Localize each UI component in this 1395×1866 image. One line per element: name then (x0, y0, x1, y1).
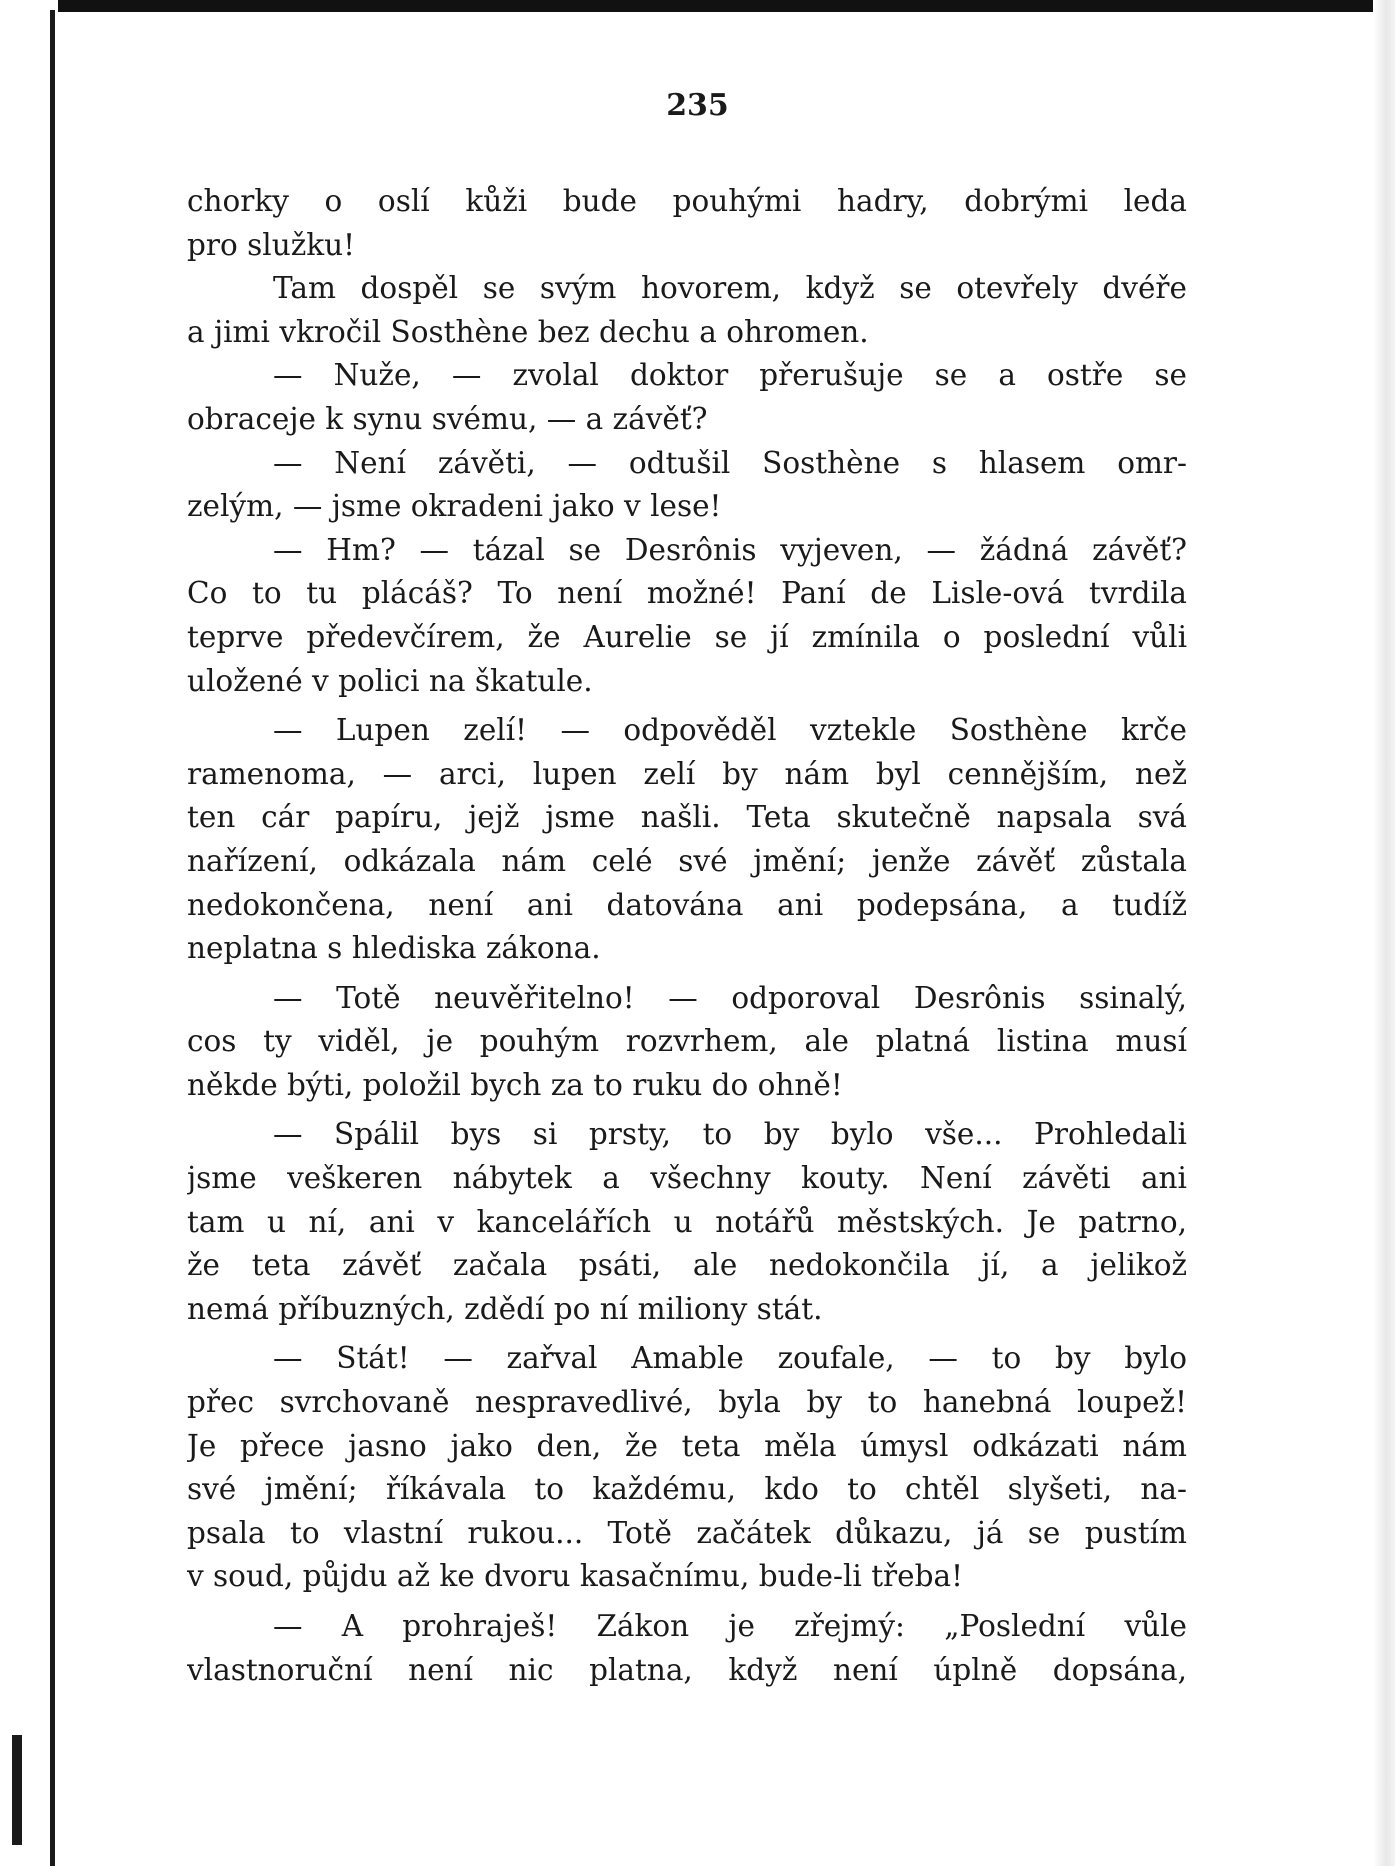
scan-ink-blot (12, 1735, 22, 1845)
text-line: nedokončena, není ani datována ani podepsána, a tudíž (187, 887, 1187, 922)
text-line: v soud, půjdu až ke dvoru kasačnímu, bude-li třeba! (187, 1559, 963, 1594)
text-line: — Lupen zelí! — odpověděl vztekle Sosthène krče (273, 713, 1187, 748)
text-line: Tam dospěl se svým hovorem, když se otevřely dvéře (273, 271, 1187, 306)
text-line: — Není závěti, — odtušil Sosthène s hlasem omr- (273, 445, 1187, 480)
text-line: psala to vlastní rukou... Totě začátek důkazu, já se pustím (187, 1515, 1187, 1550)
text-line: a jimi vkročil Sosthène bez dechu a ohromen. (187, 314, 869, 349)
text-line: ten cár papíru, jejž jsme našli. Teta skutečně napsala svá (187, 800, 1187, 835)
scan-top-edge (0, 0, 1395, 12)
text-line: — Totě neuvěřitelno! — odporoval Desrônis ssinalý, (273, 980, 1187, 1015)
text-line: teprve předevčírem, že Aurelie se jí zmínila o poslední vůli (187, 619, 1187, 654)
text-line: pro služku! (187, 227, 355, 262)
text-line: — Hm? — tázal se Desrônis vyjeven, — žádná závěť? (273, 532, 1187, 567)
scan-right-shadow (1373, 0, 1395, 1866)
text-line: — Nuže, — zvolal doktor přerušuje se a ostře se (273, 358, 1187, 393)
text-line: přec svrchovaně nespravedlivé, byla by to hanebná loupež! (187, 1385, 1187, 1420)
text-line: své jmění; říkávala to každému, kdo to chtěl slyšeti, na- (187, 1472, 1187, 1507)
text-line: neplatna s hlediska zákona. (187, 931, 601, 966)
text-line: chorky o oslí kůži bude pouhými hadry, dobrými leda (187, 184, 1187, 218)
body-text (187, 180, 1187, 1692)
text-line: nemá příbuzných, zdědí po ní miliony stát. (187, 1291, 823, 1326)
text-line: vlastnoruční není nic platna, když není úplně dopsána, (187, 1652, 1187, 1687)
text-line: obraceje k synu svému, — a závěť? (187, 401, 708, 436)
page-number: 235 (666, 88, 729, 123)
text-line: někde býti, položil bych za to ruku do ohně! (187, 1067, 843, 1102)
text-line: Je přece jasno jako den, že teta měla úmysl odkázati nám (187, 1428, 1187, 1463)
text-line: Co to tu plácáš? To není možné! Paní de Lisle-ová tvrdila (187, 576, 1187, 611)
text-line: zelým, — jsme okradeni jako v lese! (187, 489, 722, 524)
text-line: tam u ní, ani v kancelářích u notářů městských. Je patrno, (187, 1204, 1187, 1239)
scan-binding-rule (50, 10, 55, 1866)
text-line: — A prohraješ! Zákon je zřejmý: „Poslední vůle (273, 1609, 1187, 1643)
text-line: cos ty viděl, je pouhým rozvrhem, ale platná listina musí (187, 1024, 1187, 1059)
text-line: ramenoma, — arci, lupen zelí by nám byl cennějším, než (187, 756, 1187, 791)
text-line: — Stát! — zařval Amable zoufale, — to by bylo (273, 1341, 1187, 1376)
text-line: uložené v polici na škatule. (187, 663, 593, 698)
text-line: — Spálil bys si prsty, to by bylo vše... Prohledali (273, 1117, 1187, 1152)
text-line: nařízení, odkázala nám celé své jmění; jenže závěť zůstala (187, 843, 1187, 878)
text-line: že teta závěť začala psáti, ale nedokončila jí, a jelikož (187, 1248, 1187, 1283)
text-line: jsme veškeren nábytek a všechny kouty. Není závěti ani (187, 1161, 1187, 1196)
